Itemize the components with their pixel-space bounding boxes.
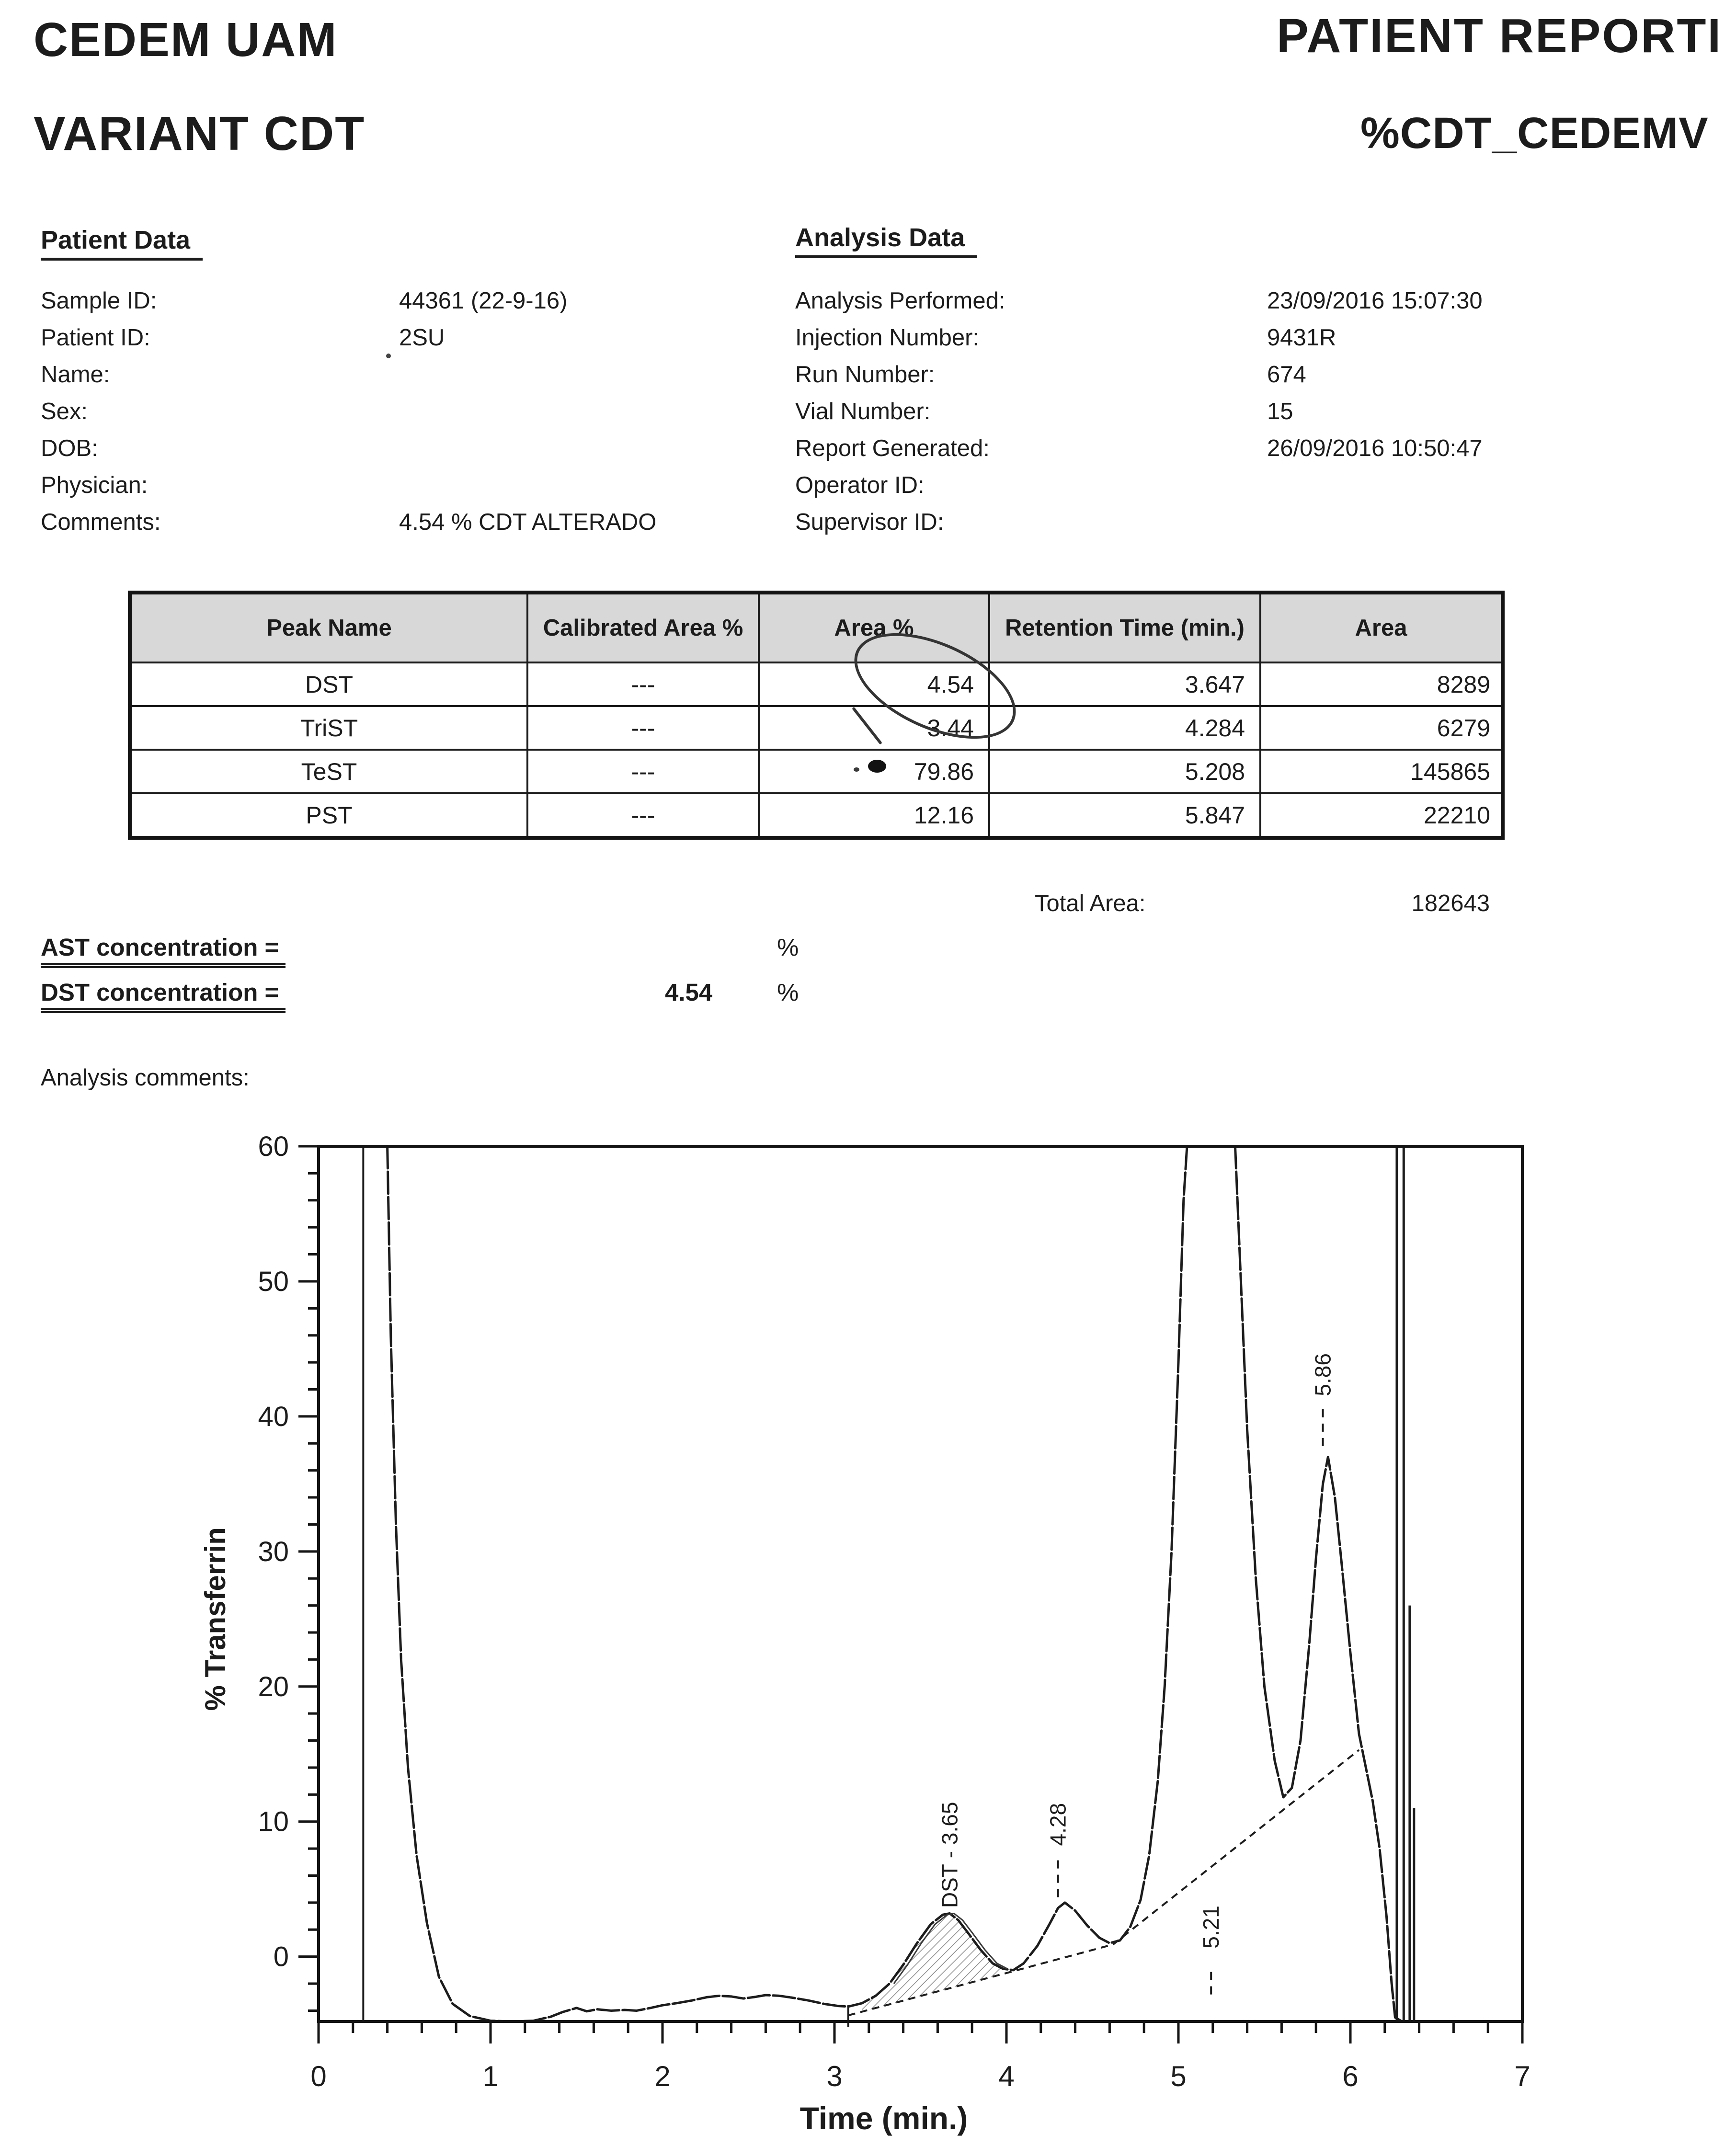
ast-concentration-label: AST concentration = [41, 933, 286, 968]
field-value: 26/09/2016 10:50:47 [1267, 435, 1483, 461]
chromatogram-chart [0, 1092, 1736, 2146]
peak-label: 5.86 [1310, 1353, 1336, 1396]
field-value: 674 [1267, 362, 1306, 388]
y-tick-label: 50 [258, 1266, 289, 1297]
field-label: Name: [41, 362, 110, 388]
y-tick-label: 20 [258, 1671, 289, 1702]
field-value: 23/09/2016 15:07:30 [1267, 288, 1483, 314]
x-tick-label: 6 [1342, 2060, 1359, 2092]
field-value: 4.54 % CDT ALTERADO [399, 509, 657, 535]
field-label: Supervisor ID: [795, 509, 944, 535]
cell-peak-name: DST [130, 662, 527, 706]
instrument-title: VARIANT CDT [34, 107, 365, 160]
field-label: Physician: [41, 472, 148, 498]
cell-calibrated: --- [527, 750, 759, 793]
field-label: Analysis Performed: [795, 288, 1005, 314]
x-tick-label: 3 [826, 2060, 843, 2092]
cell-peak-name: TeST [130, 750, 527, 793]
total-area-label: Total Area: [1035, 890, 1146, 916]
table-row [130, 662, 1503, 706]
peak-label: DST - 3.65 [937, 1802, 962, 1908]
cell-retention: 5.208 [989, 750, 1260, 793]
col-header-area-pct: Area % [759, 593, 989, 662]
field-label: Run Number: [795, 362, 935, 388]
dst-concentration-label: DST concentration = [41, 978, 286, 1013]
x-tick-label: 2 [654, 2060, 671, 2092]
table-row [130, 706, 1503, 750]
report-subtitle: %CDT_CEDEMV [1360, 109, 1709, 158]
analysis-comments-label: Analysis comments: [41, 1065, 250, 1091]
y-tick-label: 0 [273, 1941, 289, 1973]
field-label: Patient ID: [41, 325, 150, 351]
chromatogram-trace [388, 1146, 1187, 2021]
x-tick-label: 4 [998, 2060, 1015, 2092]
peak-table [128, 591, 1505, 840]
cell-peak-name: TriST [130, 706, 527, 750]
col-header-retention-time: Retention Time (min.) [989, 593, 1260, 662]
peak-label: 4.28 [1045, 1803, 1071, 1846]
field-label: Sex: [41, 399, 88, 424]
analysis-data-heading: Analysis Data [795, 223, 977, 258]
cell-area: 6279 [1260, 706, 1503, 750]
dst-concentration-value: 4.54 [665, 979, 713, 1006]
dst-concentration-unit: % [777, 979, 799, 1006]
chromatogram-trace [1235, 1146, 1402, 2021]
ink-blob [868, 760, 886, 773]
patient-data-block [41, 287, 788, 556]
patient-data-heading: Patient Data [41, 225, 203, 261]
cell-area: 22210 [1260, 793, 1503, 838]
field-value: 15 [1267, 399, 1293, 424]
x-tick-label: 1 [482, 2060, 499, 2092]
cell-calibrated: --- [527, 793, 759, 838]
table-row [130, 793, 1503, 838]
cell-area-pct: 4.54 [759, 662, 989, 706]
y-tick-label: 60 [258, 1131, 289, 1162]
cell-calibrated: --- [527, 662, 759, 706]
field-label: Report Generated: [795, 435, 990, 461]
cell-area-pct: 12.16 [759, 793, 989, 838]
field-label: Sample ID: [41, 288, 157, 314]
ast-concentration-unit: % [777, 934, 799, 961]
field-value: 9431R [1267, 325, 1336, 351]
table-header-row [130, 593, 1503, 662]
cell-retention: 4.284 [989, 706, 1260, 750]
x-tick-label: 5 [1170, 2060, 1187, 2092]
field-value: 2SU [399, 325, 445, 351]
cell-calibrated: --- [527, 706, 759, 750]
total-area-value: 182643 [1411, 890, 1490, 916]
table-row [130, 750, 1503, 793]
field-label: DOB: [41, 435, 98, 461]
analysis-data-block [795, 287, 1705, 556]
ink-dot [386, 354, 391, 358]
cell-retention: 5.847 [989, 793, 1260, 838]
org-title: CEDEM UAM [34, 13, 338, 67]
y-tick-label: 30 [258, 1536, 289, 1567]
field-label: Injection Number: [795, 325, 980, 351]
y-tick-label: 40 [258, 1401, 289, 1432]
plot-frame [319, 1146, 1522, 2021]
ink-dot [854, 767, 859, 772]
field-label: Operator ID: [795, 472, 925, 498]
field-label: Vial Number: [795, 399, 931, 424]
cell-retention: 3.647 [989, 662, 1260, 706]
cell-peak-name: PST [130, 793, 527, 838]
col-header-area: Area [1260, 593, 1503, 662]
col-header-calibrated-area: Calibrated Area % [527, 593, 759, 662]
x-axis-title: Time (min.) [799, 2100, 968, 2136]
report-title: PATIENT REPORTI [1277, 9, 1723, 63]
y-tick-label: 10 [258, 1806, 289, 1838]
x-tick-label: 0 [310, 2060, 327, 2092]
field-value: 44361 (22-9-16) [399, 288, 568, 314]
cell-area: 145865 [1260, 750, 1503, 793]
field-label: Comments: [41, 509, 161, 535]
x-tick-label: 7 [1514, 2060, 1530, 2092]
cell-area-pct: 79.86 [759, 750, 989, 793]
cell-area-pct: 3.44 [759, 706, 989, 750]
col-header-peak-name: Peak Name [130, 593, 527, 662]
cell-area: 8289 [1260, 662, 1503, 706]
y-axis-title: % Transferrin [199, 1527, 231, 1711]
peak-label: 5.21 [1199, 1906, 1224, 1949]
